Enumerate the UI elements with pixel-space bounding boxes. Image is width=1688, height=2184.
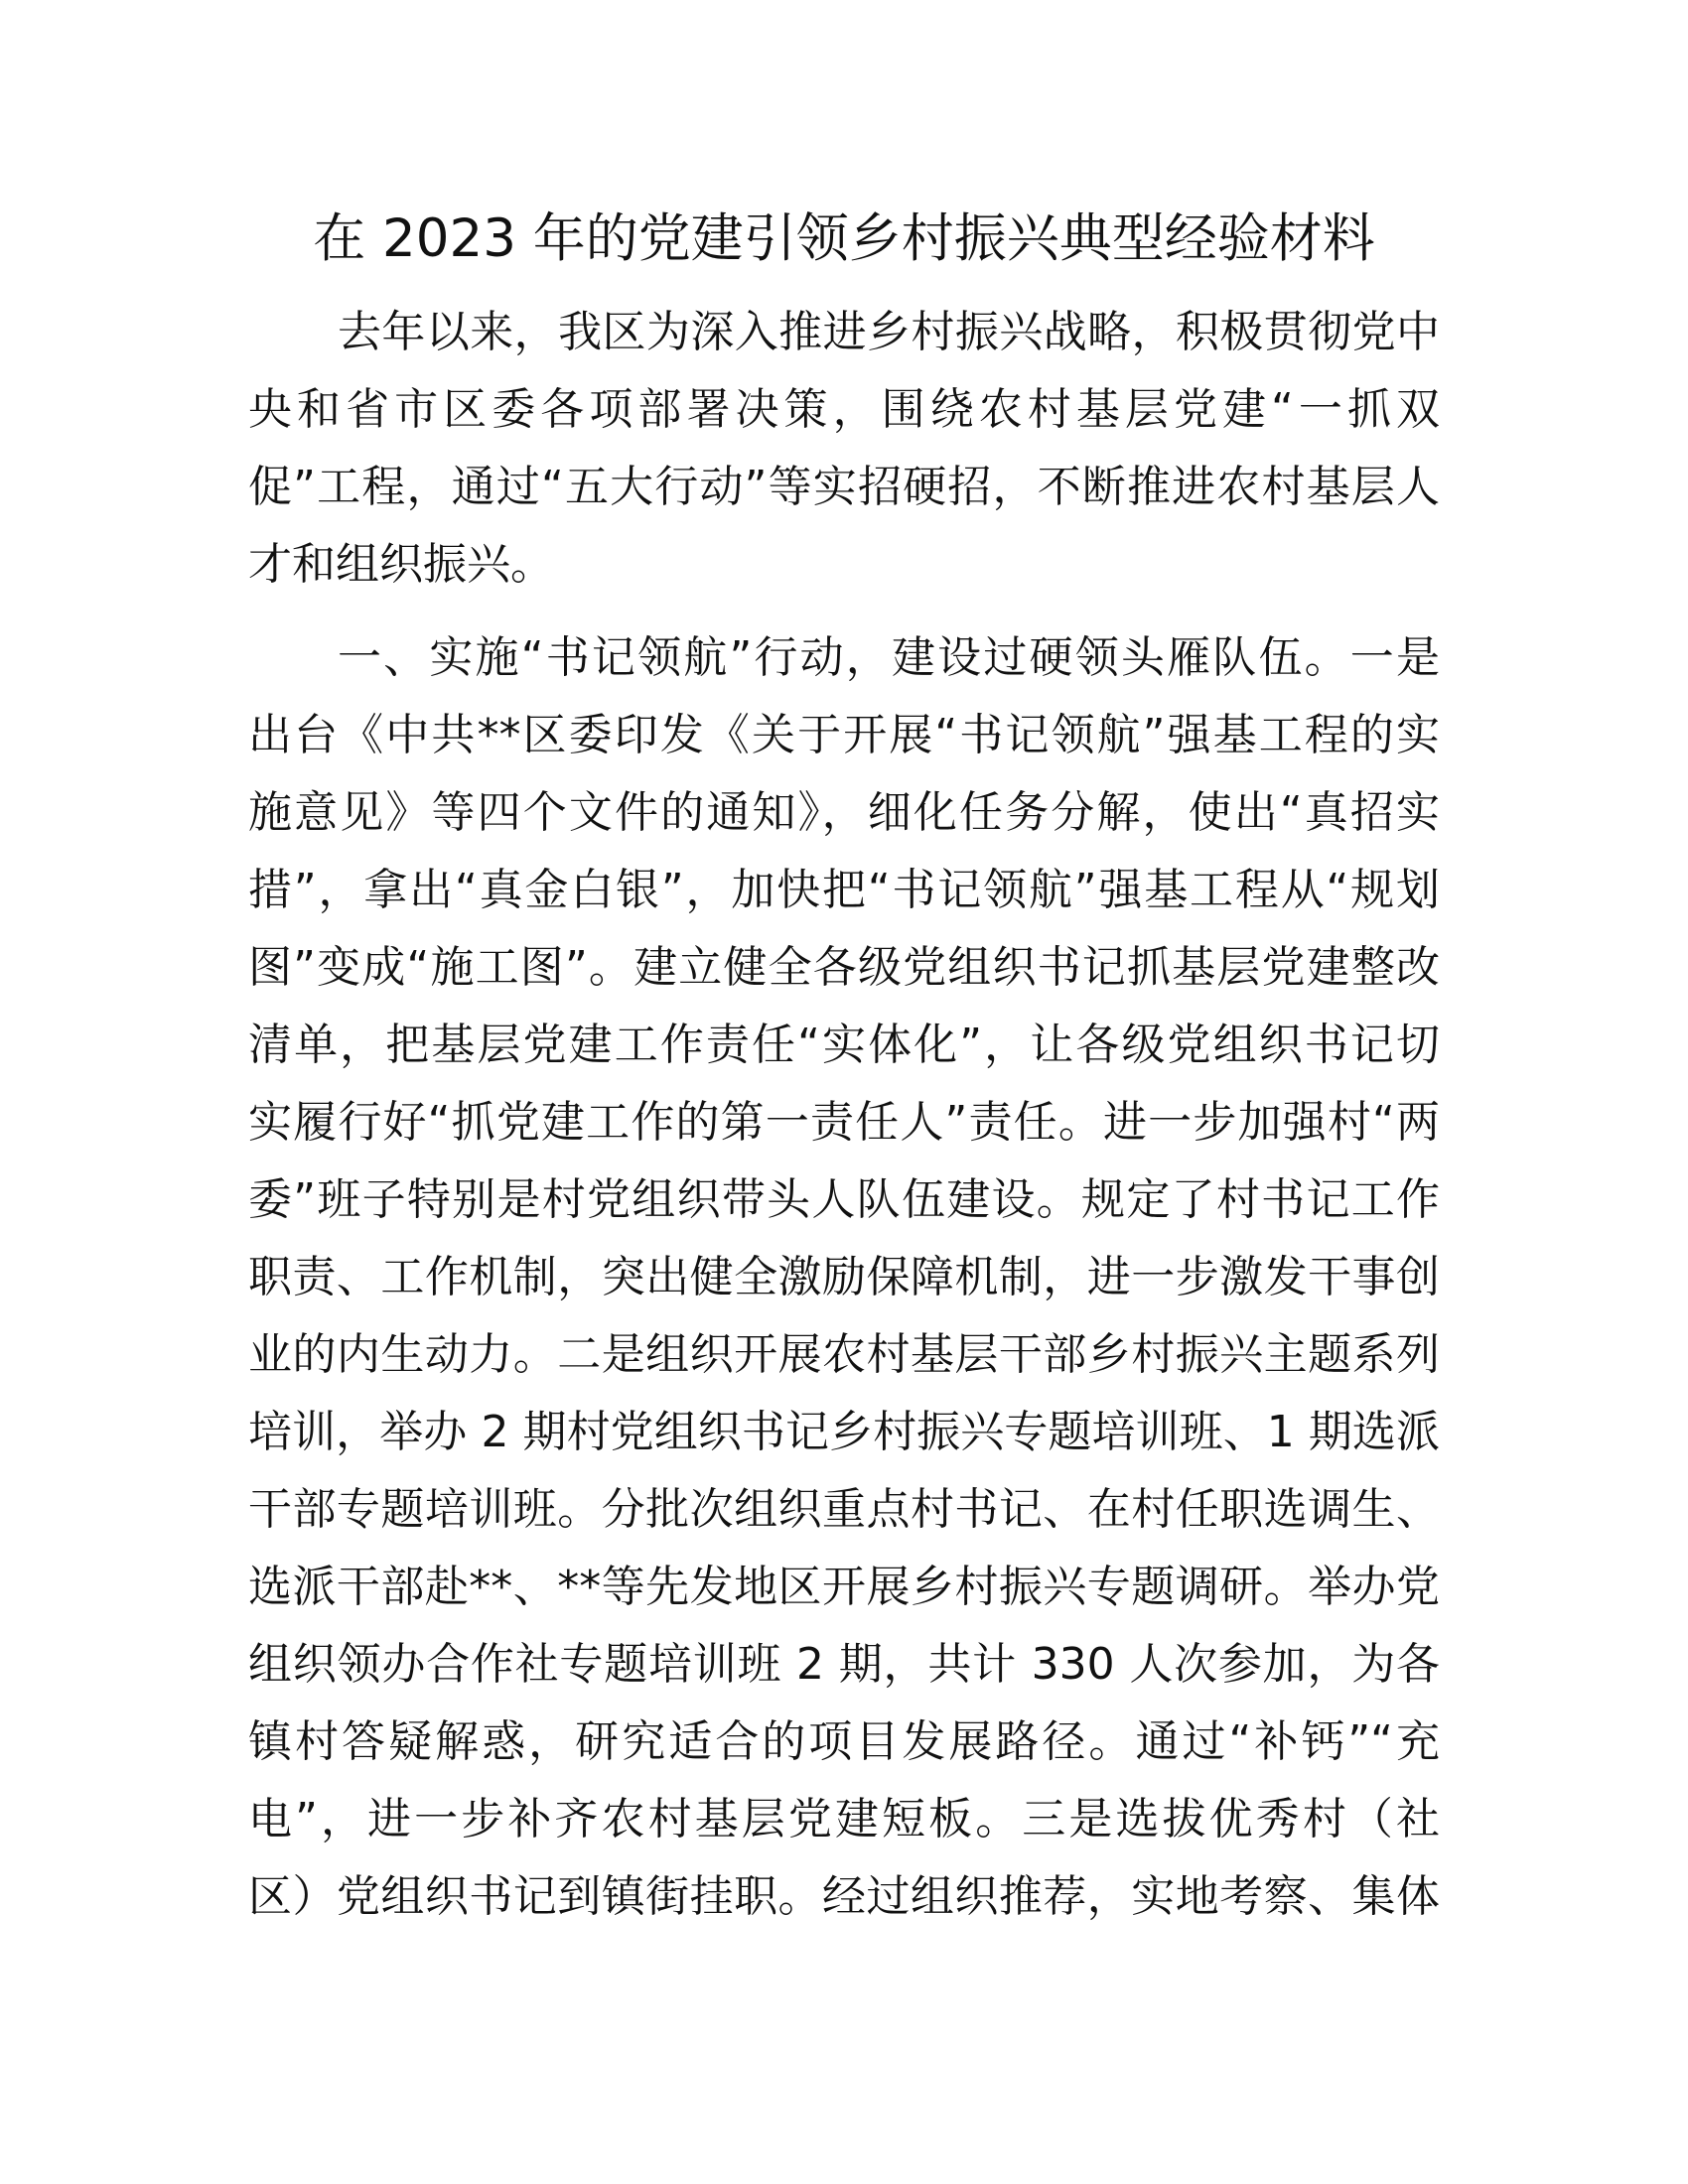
paragraph-2-line-17: 区）党组织书记到镇街挂职。经过组织推荐，实地考察、集体 (248, 1871, 1440, 1922)
paragraph-1-line-2: 央和省市区委各项部署决策，围绕农村基层党建“一抓双 (248, 384, 1440, 435)
paragraph-2-line-9: 职责、工作机制，突出健全激励保障机制，进一步激发干事创 (248, 1252, 1440, 1302)
paragraph-2-line-5: 图”变成“施工图”。建立健全各级党组织书记抓基层党建整改 (248, 942, 1440, 993)
paragraph-1-line-1: 去年以来，我区为深入推进乡村振兴战略，积极贯彻党中 (338, 307, 1440, 357)
paragraph-2-line-13: 选派干部赴**、**等先发地区开展乡村振兴专题调研。举办党 (248, 1562, 1440, 1612)
paragraph-1-line-4: 才和组织振兴。 (248, 539, 554, 590)
paragraph-2-line-10: 业的内生动力。二是组织开展农村基层干部乡村振兴主题系列 (248, 1329, 1440, 1380)
paragraph-2-line-7: 实履行好“抓党建工作的第一责任人”责任。进一步加强村“两 (248, 1097, 1440, 1148)
paragraph-2-line-12: 干部专题培训班。分批次组织重点村书记、在村任职选调生、 (248, 1484, 1440, 1535)
paragraph-2-line-16: 电”，进一步补齐农村基层党建短板。三是选拔优秀村（社 (248, 1794, 1440, 1844)
paragraph-2-line-3: 施意见》等四个文件的通知》，细化任务分解，使出“真招实 (248, 787, 1440, 838)
paragraph-2-line-14: 组织领办合作社专题培训班 2 期，共计 330 人次参加，为各 (248, 1639, 1440, 1690)
paragraph-1-line-3: 促”工程，通过“五大行动”等实招硬招，不断推进农村基层人 (248, 462, 1440, 512)
paragraph-2-line-4: 措”，拿出“真金白银”，加快把“书记领航”强基工程从“规划 (248, 865, 1440, 915)
paragraph-2-line-1: 一、实施“书记领航”行动，建设过硬领头雁队伍。一是 (338, 632, 1440, 683)
paragraph-2-line-6: 清单，把基层党建工作责任“实体化”，让各级党组织书记切 (248, 1020, 1440, 1070)
paragraph-2-line-11: 培训，举办 2 期村党组织书记乡村振兴专题培训班、1 期选派 (248, 1407, 1440, 1457)
paragraph-2-line-15: 镇村答疑解惑，研究适合的项目发展路径。通过“补钙”“充 (248, 1716, 1440, 1767)
document-title: 在 2023 年的党建引领乡村振兴典型经验材料 (313, 208, 1375, 269)
paragraph-2-line-2: 出台《中共**区委印发《关于开展“书记领航”强基工程的实 (248, 710, 1440, 760)
paragraph-2-line-8: 委”班子特别是村党组织带头人队伍建设。规定了村书记工作 (248, 1174, 1440, 1225)
